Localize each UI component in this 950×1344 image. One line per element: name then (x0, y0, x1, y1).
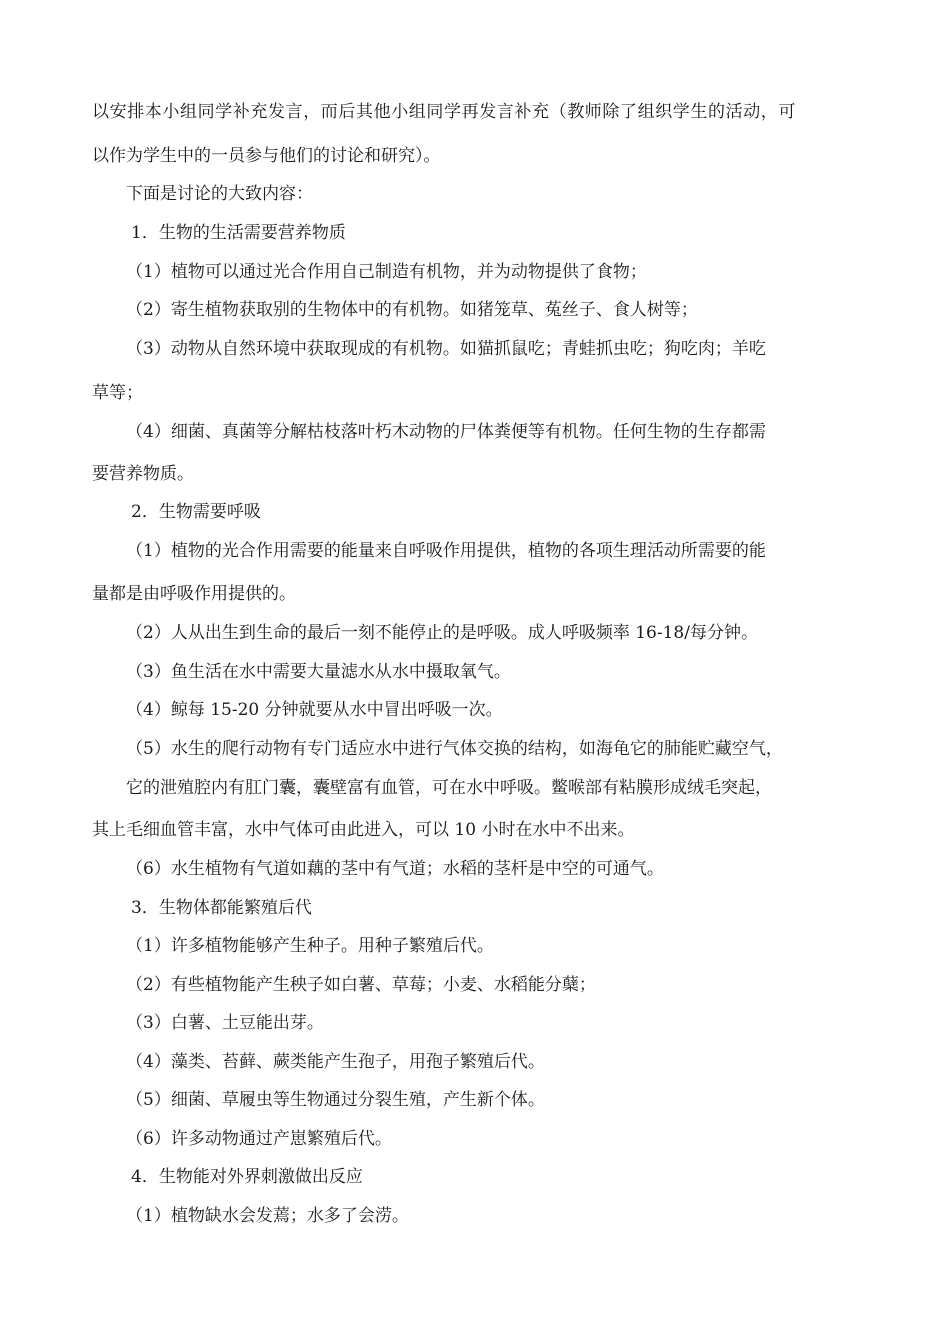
text-line: （1）植物缺水会发蔫；水多了会涝。 (126, 1206, 409, 1226)
text-line: 以作为学生中的一员参与他们的讨论和研究）。 (92, 146, 441, 166)
text-line: 其上毛细血管丰富，水中气体可由此进入，可以 10 小时在水中不出来。 (92, 820, 635, 840)
text-line: （2）人从出生到生命的最后一刻不能停止的是呼吸。成人呼吸频率 16-18/每分钟。 (126, 623, 758, 643)
text-line: （1）植物可以通过光合作用自己制造有机物，并为动物提供了食物； (126, 262, 647, 282)
section-heading: 3．生物体都能繁殖后代 (131, 898, 312, 918)
text-line: （1）许多植物能够产生种子。用种子繁殖后代。 (126, 936, 494, 956)
text-line: （6）许多动物通过产崽繁殖后代。 (126, 1129, 392, 1149)
text-line: 量都是由呼吸作用提供的。 (92, 584, 296, 604)
text-line: （4）藻类、苔藓、蕨类能产生孢子，用孢子繁殖后代。 (126, 1052, 545, 1072)
text-line: 下面是讨论的大致内容： (126, 184, 313, 204)
text-line: 草等； (92, 383, 143, 403)
text-line: （4）细菌、真菌等分解枯枝落叶朽木动物的尸体粪便等有机物。任何生物的生存都需 (126, 422, 766, 442)
text-line: （3）白薯、土豆能出芽。 (126, 1013, 324, 1033)
text-line: 以安排本小组同学补充发言，而后其他小组同学再发言补充（教师除了组织学生的活动，可 (92, 102, 796, 122)
text-line: （1）植物的光合作用需要的能量来自呼吸作用提供，植物的各项生理活动所需要的能 (126, 541, 766, 561)
text-line: （4）鲸每 15-20 分钟就要从水中冒出呼吸一次。 (126, 700, 503, 720)
text-line: （2）寄生植物获取别的生物体中的有机物。如猪笼草、菟丝子、食人树等； (126, 300, 698, 320)
text-line: 要营养物质。 (92, 464, 194, 484)
section-heading: 2．生物需要呼吸 (131, 502, 261, 522)
section-heading: 4．生物能对外界刺激做出反应 (131, 1167, 363, 1187)
section-heading: 1．生物的生活需要营养物质 (131, 223, 346, 243)
text-line: （5）细菌、草履虫等生物通过分裂生殖，产生新个体。 (126, 1090, 545, 1110)
text-line: 它的泄殖腔内有肛门囊，囊壁富有血管，可在水中呼吸。鳖喉部有粘膜形成绒毛突起， (126, 778, 772, 798)
text-line: （3）鱼生活在水中需要大量滤水从水中摄取氧气。 (126, 662, 511, 682)
text-line: （5）水生的爬行动物有专门适应水中进行气体交换的结构，如海龟它的肺能贮藏空气， (126, 739, 783, 759)
text-line: （2）有些植物能产生秧子如白薯、草莓；小麦、水稻能分蘖； (126, 975, 596, 995)
text-line: （6）水生植物有气道如藕的茎中有气道；水稻的茎杆是中空的可通气。 (126, 859, 664, 879)
text-line: （3）动物从自然环境中获取现成的有机物。如猫抓鼠吃；青蛙抓虫吃；狗吃肉；羊吃 (126, 339, 766, 359)
